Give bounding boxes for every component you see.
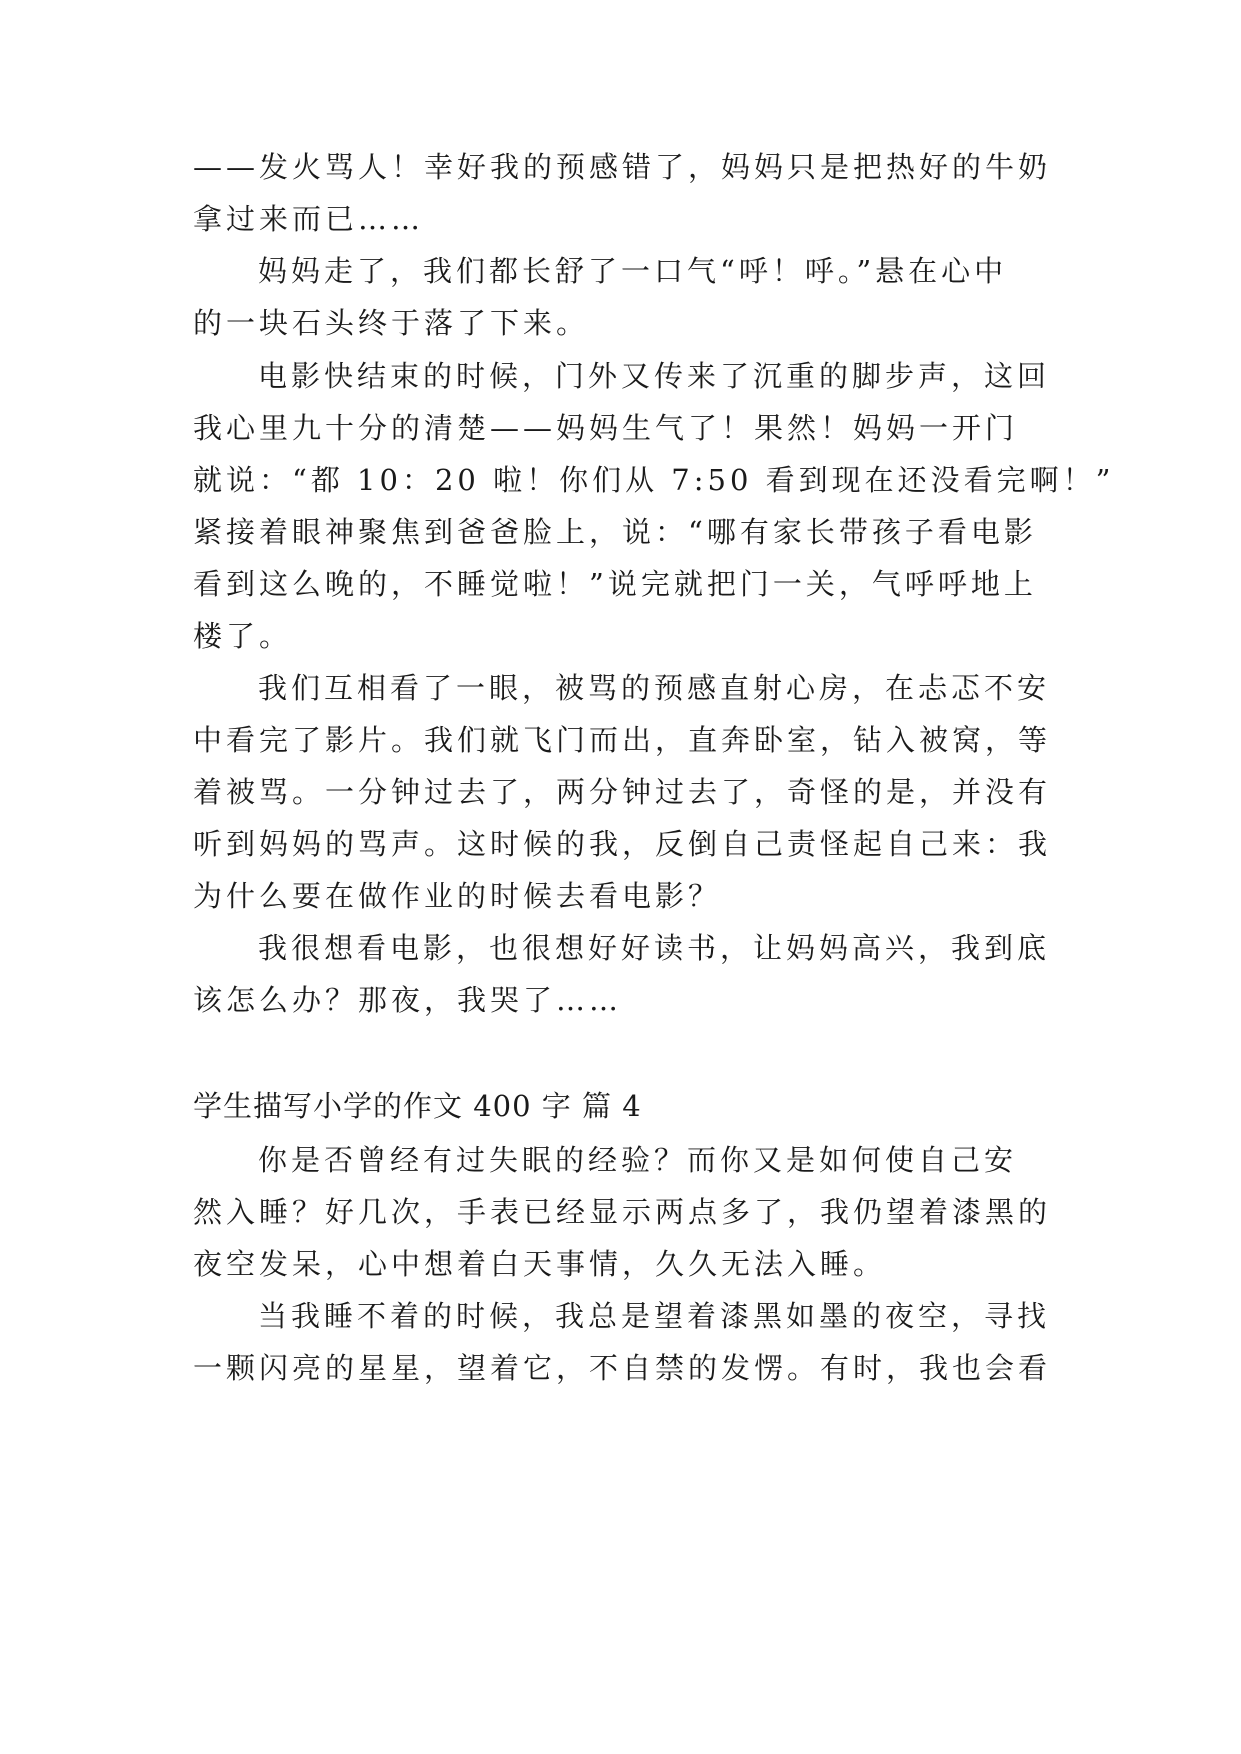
- paragraph-start-line: 我很想看电影，也很想好好读书，让妈妈高兴，我到底: [258, 931, 1051, 965]
- text-line: 楼了。: [193, 619, 293, 653]
- text-line: 就说：“都 10：20 啦！你们从 7:50 看到现在还没看完啊！”: [193, 463, 1115, 497]
- paragraph-start-line: 当我睡不着的时候，我总是望着漆黑如墨的夜空，寻找: [258, 1299, 1051, 1333]
- section-heading: 学生描写小学的作文 400 字 篇 4: [193, 1089, 642, 1123]
- text-line: 然入睡？好几次，手表已经显示两点多了，我仍望着漆黑的: [193, 1195, 1052, 1229]
- paragraph-start-line: 妈妈走了，我们都长舒了一口气“呼！呼。”悬在心中: [258, 254, 1008, 288]
- text-line: 一颗闪亮的星星，望着它，不自禁的发愣。有时，我也会看: [193, 1351, 1052, 1385]
- text-line: 为什么要在做作业的时候去看电影？: [193, 879, 722, 913]
- paragraph-start-line: 我们互相看了一眼，被骂的预感直射心房，在忐忑不安: [258, 671, 1051, 705]
- paragraph-start-line: 你是否曾经有过失眠的经验？而你又是如何使自己安: [258, 1143, 1018, 1177]
- text-line: 该怎么办？那夜，我哭了……: [193, 983, 623, 1017]
- text-line: 夜空发呆，心中想着白天事情，久久无法入睡。: [193, 1247, 887, 1281]
- text-line: 看到这么晚的，不睡觉啦！”说完就把门一关，气呼呼地上: [193, 567, 1037, 601]
- text-line: 拿过来而已……: [193, 202, 425, 236]
- text-line: 的一块石头终于落了下来。: [193, 306, 590, 340]
- paragraph-start-line: 电影快结束的时候，门外又传来了沉重的脚步声，这回: [258, 359, 1051, 393]
- text-line: 紧接着眼神聚焦到爸爸脸上，说：“哪有家长带孩子看电影: [193, 515, 1037, 549]
- text-line: 听到妈妈的骂声。这时候的我，反倒自己责怪起自己来：我: [193, 827, 1052, 861]
- text-line: 着被骂。一分钟过去了，两分钟过去了，奇怪的是，并没有: [193, 775, 1052, 809]
- text-line: 中看完了影片。我们就飞门而出，直奔卧室，钻入被窝，等: [193, 723, 1052, 757]
- text-line: ——发火骂人！幸好我的预感错了，妈妈只是把热好的牛奶: [193, 150, 1052, 184]
- text-line: 我心里九十分的清楚——妈妈生气了！果然！妈妈一开门: [193, 411, 1019, 445]
